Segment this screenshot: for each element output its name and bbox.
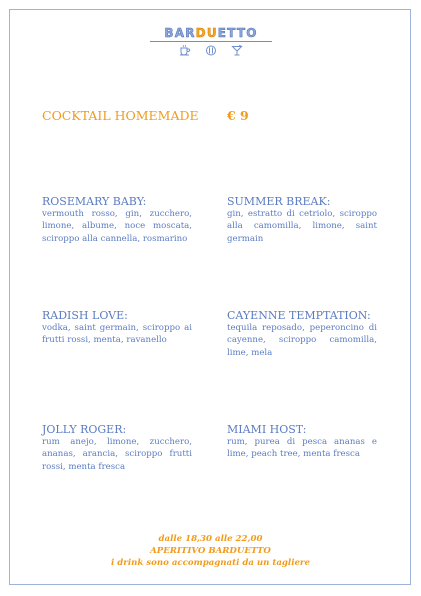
cocktail-ingredients: gin, estratto di cetriolo, sciroppo alla camomilla, limone, saint germain <box>227 209 377 244</box>
coffee-cup-icon <box>179 45 191 56</box>
section-price: € 9 <box>227 108 249 123</box>
footer-note: i drink sono accompagnati da un tagliere <box>111 558 310 568</box>
cocktail-glass-icon <box>231 45 243 56</box>
logo-icons <box>150 45 272 56</box>
cocktail-ingredients: vermouth rosso, gin, zucchero, limone, albume, noce moscata, sciroppo alla cannella, rosmarino <box>42 209 192 244</box>
cocktail-item <box>227 195 377 245</box>
menu-border <box>9 9 411 585</box>
plate-cutlery-icon <box>205 45 217 56</box>
cocktail-item <box>42 195 192 245</box>
logo-underline <box>150 41 272 42</box>
section-title: COCKTAIL HOMEMADE <box>42 108 199 123</box>
logo-text <box>150 26 272 40</box>
logo-part-du: DU <box>195 26 218 40</box>
logo-part-bar: BAR <box>164 26 196 40</box>
cocktail-name: CAYENNE TEMPTATION: <box>227 309 371 322</box>
cocktail-ingredients: vodka, saint germain, sciroppo ai frutti rossi, menta, ravanello <box>42 323 192 346</box>
cocktail-name: SUMMER BREAK: <box>227 195 331 208</box>
cocktail-ingredients: rum anejo, limone, zucchero, ananas, arancia, sciroppo frutti rossi, menta fresca <box>42 437 192 472</box>
cocktail-item <box>42 309 192 347</box>
cocktail-name: RADISH LOVE: <box>42 309 128 322</box>
cocktail-ingredients: rum, purea di pesca ananas e lime, peach tree, menta fresca <box>227 437 377 460</box>
footer <box>0 533 421 569</box>
logo-part-etto: ETTO <box>217 26 258 40</box>
cocktail-name: MIAMI HOST: <box>227 423 307 436</box>
footer-title: APERITIVO BARDUETTO <box>150 546 271 556</box>
cocktail-item <box>42 423 192 473</box>
cocktail-ingredients: tequila reposado, peperoncino di cayenne, sciroppo camomilla, lime, mela <box>227 323 377 358</box>
logo <box>150 26 272 56</box>
cocktail-item <box>227 423 377 461</box>
cocktail-name: ROSEMARY BABY: <box>42 195 147 208</box>
cocktail-name: JOLLY ROGER: <box>42 423 127 436</box>
footer-hours: dalle 18,30 alle 22,00 <box>158 534 263 544</box>
cocktail-item <box>227 309 377 359</box>
